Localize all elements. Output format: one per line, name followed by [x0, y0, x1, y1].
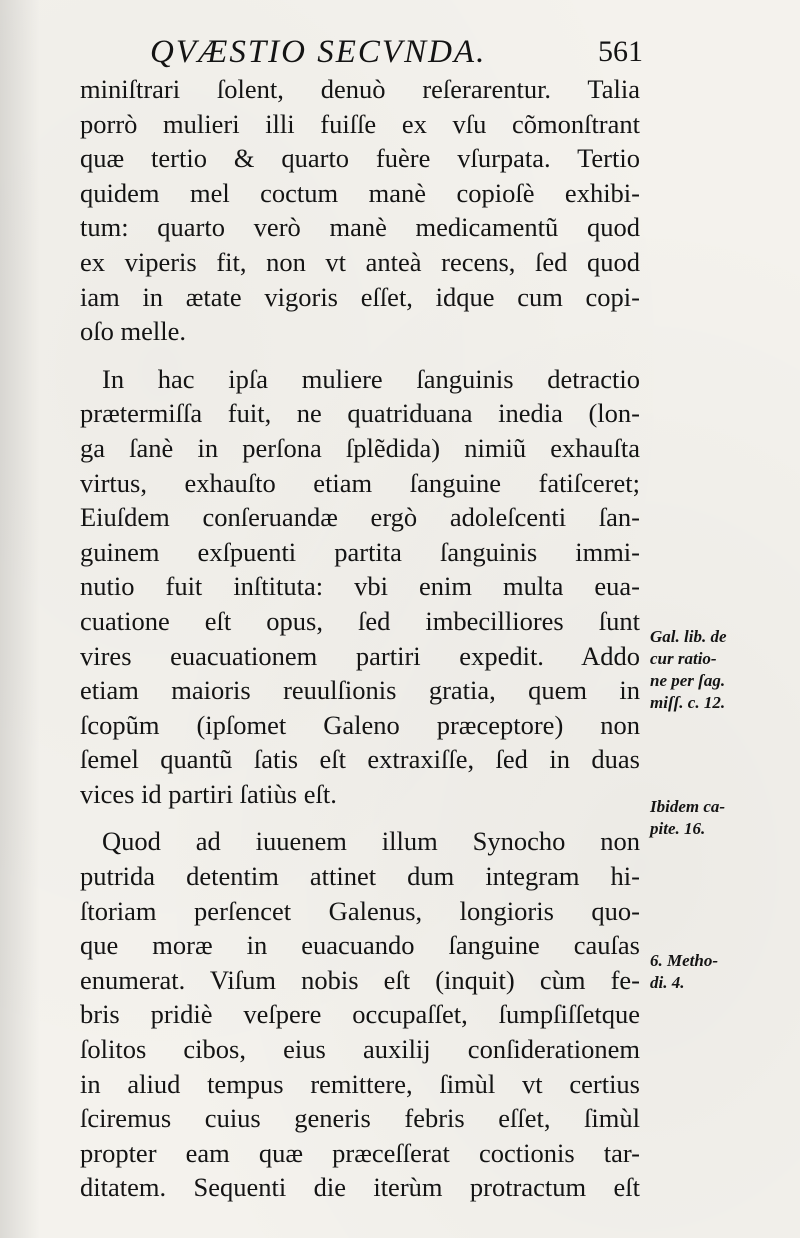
text-line: ſtoriam perſencet Galenus, longioris quo- [80, 895, 640, 926]
margin-note-line: ne per ſag. [650, 671, 726, 690]
margin-note-line: pite. 16. [650, 819, 706, 838]
text-line: nutio fuit inſtituta: vbi enim multa eua- [80, 571, 640, 602]
main-text [80, 72, 640, 1205]
paragraph [80, 824, 640, 1205]
page-gutter-shadow [0, 0, 40, 1238]
margin-note-line: cur ratio- [650, 649, 717, 668]
text-line: guinem exſpuenti partita ſanguinis immi- [80, 536, 640, 567]
text-line: In hac ipſa muliere ſanguinis detractio [102, 363, 640, 394]
page-number: 561 [598, 35, 643, 68]
paragraph [80, 72, 640, 349]
text-line: virtus, exhauſto etiam ſanguine fatiſceret; [80, 467, 640, 498]
text-line: ſolitos cibos, eius auxilij conſiderationem [80, 1034, 640, 1065]
margin-note [650, 626, 727, 714]
margin-note [650, 796, 725, 840]
text-line: porrò mulieri illi fuiſſe ex vſu cõmonſtrant [80, 108, 640, 139]
margin-note-line: miſſ. c. 12. [650, 693, 726, 712]
text-line: quæ tertio & quarto fuère vſurpata. Tertio [80, 143, 640, 174]
margin-note-line: di. 4. [650, 973, 685, 992]
text-line: Eiuſdem conſeruandæ ergò adoleſcenti ſan- [80, 502, 640, 533]
text-line: prætermiſſa fuit, ne quatriduana inedia (lon- [80, 398, 640, 429]
running-title: QVÆSTIO SECVNDA. [150, 34, 487, 70]
text-line: ſcopũm (ipſomet Galeno præceptore) non [80, 709, 640, 740]
text-line: etiam maioris reuulſionis gratia, quem in [80, 675, 640, 706]
text-line: vires euacuationem partiri expedit. Addo [80, 640, 640, 671]
text-line: ex viperis fit, non vt anteà recens, ſed quod [80, 246, 640, 277]
text-line: Quod ad iuuenem illum Synocho non [102, 826, 640, 857]
margin-note-line: 6. Metho- [650, 951, 718, 970]
text-line: iam in ætate vigoris eſſet, idque cum copi- [80, 281, 640, 312]
margin-note-line: Ibidem ca- [650, 797, 726, 816]
text-line: bris pridiè veſpere occupaſſet, ſumpſiſſetque [80, 999, 640, 1030]
running-header [150, 30, 650, 74]
text-line: putrida detentim attinet dum integram hi- [80, 861, 640, 892]
text-line: cuatione eſt opus, ſed imbecilliores ſunt [80, 605, 640, 636]
text-line: oſo melle. [80, 316, 186, 347]
text-line: ga ſanè in perſona ſplẽdida) nimiũ exhauſta [80, 432, 640, 463]
text-line: enumerat. Viſum nobis eſt (inquit) cùm fe- [80, 964, 640, 995]
text-line: ditatem. Sequenti die iterùm protractum eſt [80, 1172, 640, 1203]
text-line: que moræ in euacuando ſanguine cauſas [80, 930, 640, 961]
text-line: tum: quarto verò manè medicamentũ quod [80, 212, 640, 243]
text-line: quidem mel coctum manè copioſè exhibi- [80, 177, 640, 208]
text-line: propter eam quæ præceſſerat coctionis tar- [80, 1137, 640, 1168]
paragraph [80, 362, 640, 812]
margin-note [650, 950, 718, 994]
text-line: ſciremus cuius generis febris eſſet, ſimùl [80, 1103, 640, 1134]
text-line: vices id partiri ſatiùs eſt. [80, 778, 337, 809]
margin-note-line: Gal. lib. de [650, 627, 727, 646]
text-line: ſemel quantũ ſatis eſt extraxiſſe, ſed in duas [80, 744, 640, 775]
text-line: miniſtrari ſolent, denuò reſerarentur. Talia [80, 74, 640, 104]
text-line: in aliud tempus remittere, ſimùl vt certius [80, 1068, 640, 1099]
